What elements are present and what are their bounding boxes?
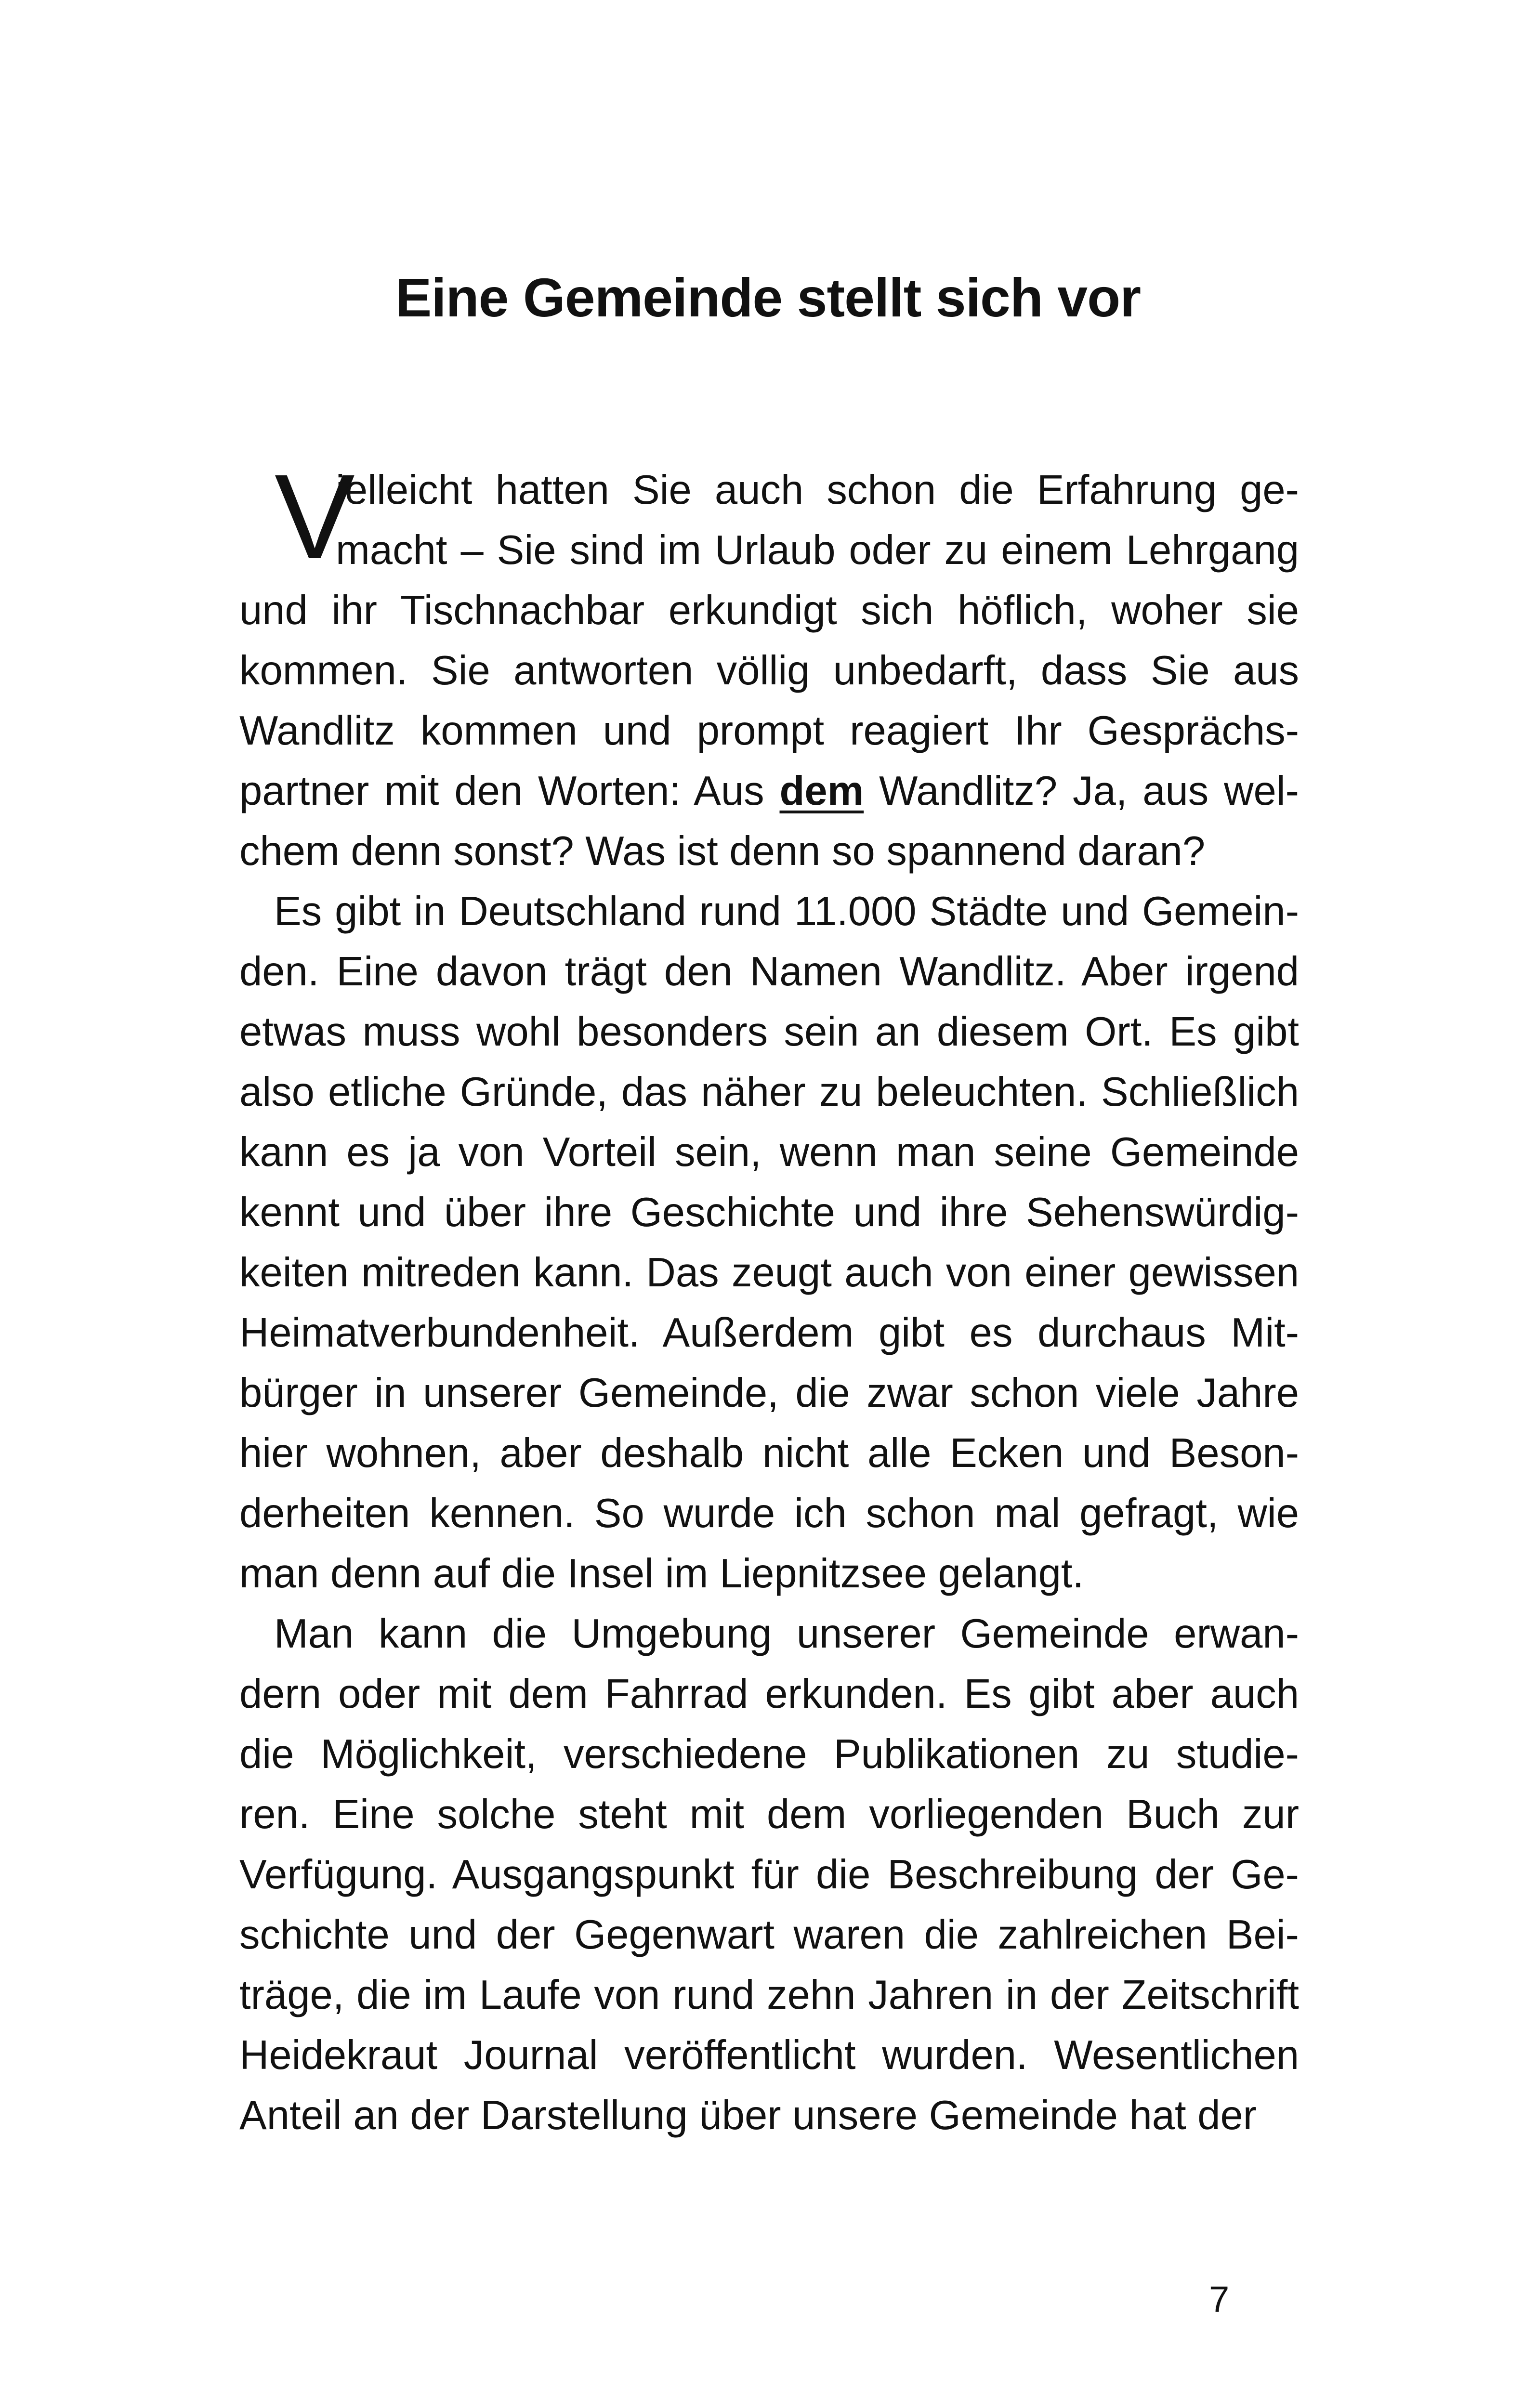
- text-line: etwas muss wohl besonders sein an diesem Ort. Es gibt: [239, 1009, 1299, 1055]
- text-line: Verfügung. Ausgangspunkt für die Beschreibung der Ge-: [239, 1852, 1299, 1898]
- text-line: Man kann die Umgebung unserer Gemeinde erwan-: [274, 1611, 1299, 1657]
- text-line: hier wohnen, aber deshalb nicht alle Ecken und Beson-: [239, 1430, 1299, 1476]
- text-line: also etliche Gründe, das näher zu beleuchten. Schließlich: [239, 1069, 1299, 1115]
- text-line: dern oder mit dem Fahrrad erkunden. Es gibt aber auch: [239, 1671, 1299, 1717]
- chapter-title: Eine Gemeinde stellt sich vor: [395, 267, 1141, 328]
- text-line: chem denn sonst? Was ist denn so spannend daran?: [239, 828, 1206, 874]
- text-line: Wandlitz kommen und prompt reagiert Ihr Gesprächs-: [239, 708, 1299, 754]
- page-number: 7: [1209, 2279, 1230, 2320]
- text-line: Heimatverbundenheit. Außerdem gibt es durchaus Mit-: [239, 1310, 1299, 1356]
- text-line: derheiten kennen. So wurde ich schon mal gefragt, wie: [239, 1491, 1299, 1536]
- text-line: kommen. Sie antworten völlig unbedarft, dass Sie aus: [239, 648, 1299, 694]
- body-text: [239, 460, 1299, 2146]
- text-line: ren. Eine solche steht mit dem vorliegenden Buch zur: [239, 1792, 1299, 1837]
- text-line: bürger in unserer Gemeinde, die zwar schon viele Jahre: [239, 1370, 1299, 1416]
- text-line: ielleicht hatten Sie auch schon die Erfahrung ge-: [336, 467, 1299, 513]
- text-line: man denn auf die Insel im Liepnitzsee gelangt.: [239, 1551, 1084, 1597]
- text-line: keiten mitreden kann. Das zeugt auch von einer gewissen: [239, 1250, 1299, 1296]
- text-line: macht – Sie sind im Urlaub oder zu einem Lehrgang: [336, 527, 1299, 573]
- text-line: träge, die im Laufe von rund zehn Jahren in der Zeitschrift: [239, 1972, 1299, 2018]
- text-line: die Möglichkeit, verschiedene Publikationen zu studie-: [239, 1731, 1299, 1777]
- text-line: den. Eine davon trägt den Namen Wandlitz. Aber irgend: [239, 949, 1299, 995]
- text-fragment: partner mit den Worten: Aus: [239, 768, 780, 814]
- paragraph: [239, 881, 1299, 1604]
- text-fragment: Wandlitz? Ja, aus wel-: [864, 768, 1299, 814]
- text-line: Heidekraut Journal veröffentlicht wurden. Wesentlichen: [239, 2032, 1299, 2078]
- text-line: schichte und der Gegenwart waren die zahlreichen Bei-: [239, 1912, 1299, 1958]
- paragraph: [239, 1604, 1299, 2146]
- emphasized-word: dem: [779, 768, 864, 814]
- text-line: kennt und über ihre Geschichte und ihre Sehenswürdig-: [239, 1190, 1299, 1235]
- paragraph: [239, 460, 1299, 881]
- text-line: und ihr Tischnachbar erkundigt sich höflich, woher sie: [239, 588, 1299, 633]
- text-line: Es gibt in Deutschland rund 11.000 Städte und Gemein-: [274, 889, 1299, 934]
- drop-cap-letter: V: [275, 449, 355, 584]
- text-line: kann es ja von Vorteil sein, wenn man seine Gemeinde: [239, 1129, 1299, 1175]
- text-line: Anteil an der Darstellung über unsere Gemeinde hat der: [239, 2093, 1257, 2138]
- text-line: [239, 761, 1299, 821]
